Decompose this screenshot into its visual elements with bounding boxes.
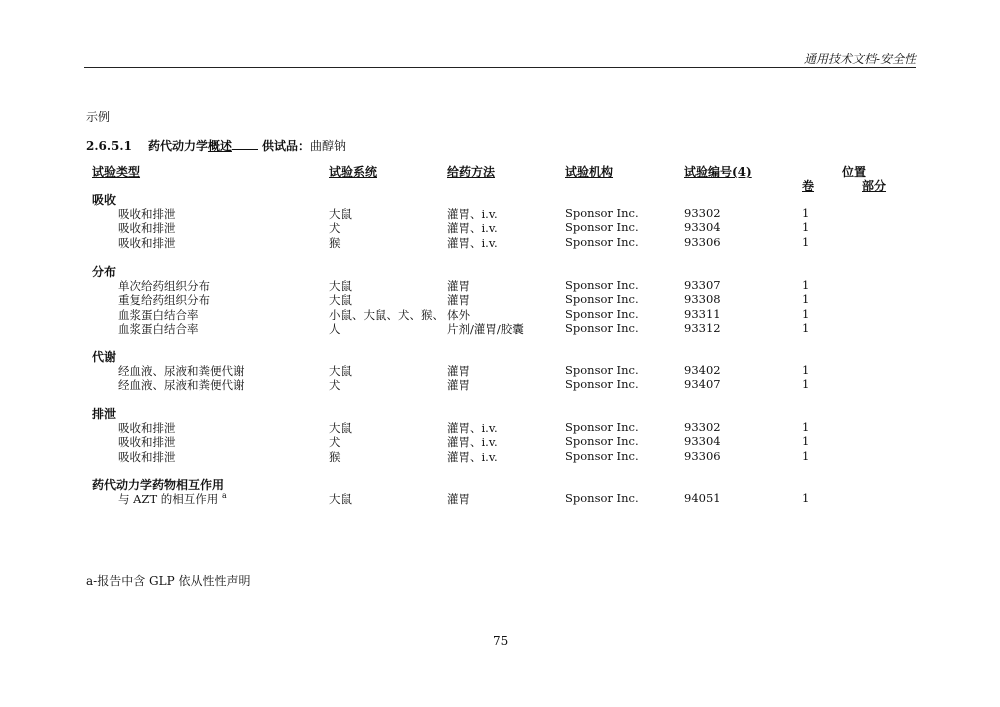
cell-route: 灌胃 [447,364,470,378]
cell-type: 吸收和排泄 [118,449,176,464]
cell-volume: 1 [802,363,810,377]
table-row [0,321,1000,335]
example-label: 示例 [86,110,111,124]
cell-system: 大鼠 [329,207,352,221]
cell-type: 吸收和排泄 [118,221,176,236]
cell-type: 经血液、尿液和粪便代谢 [118,378,245,393]
cell-id: 93302 [684,420,721,434]
cell-system: 大鼠 [329,421,352,435]
cell-volume: 1 [802,420,810,434]
cell-id: 93312 [684,320,721,335]
table-row [0,235,1000,249]
cell-volume: 1 [802,220,810,235]
cell-system: 大鼠 [329,279,352,293]
cell-volume: 1 [802,306,810,321]
cell-org: Sponsor Inc. [565,420,639,434]
test-article-label: 供试品： [261,139,310,153]
cell-system: 大鼠 [329,364,352,378]
cell-type: 重复给药组织分布 [118,293,210,308]
column-header-type: 试验类型 [92,165,141,179]
table-row [0,377,1000,391]
category-title: 药代动力学药物相互作用 [92,478,225,492]
column-header-part: 部分 [862,179,887,193]
table-row [0,307,1000,321]
cell-org: Sponsor Inc. [565,292,639,307]
section-title-underlined: 概述 [207,139,232,153]
cell-type: 吸收和排泄 [118,421,176,435]
cell-type: 单次给药组织分布 [118,279,210,293]
cell-system: 大鼠 [329,492,352,506]
footnote: a-报告中含 GLP 依从性性声明 [86,574,251,588]
cell-route: 灌胃 [447,279,470,293]
category-title: 分布 [92,265,117,279]
cell-type: 吸收和排泄 [118,235,176,250]
cell-route: 灌胃、i.v. [447,235,498,250]
column-header-id: 试验编号(4) [684,165,752,179]
cell-route: 灌胃、i.v. [447,221,498,236]
cell-volume: 1 [802,434,810,449]
cell-id: 93402 [684,363,721,377]
section-number: 2.6.5.1 [86,139,132,153]
cell-id: 93302 [684,206,721,220]
section-title-main: 药代动力学 [147,139,208,153]
cell-route: 片剂/灌胃/胶囊 [447,321,524,336]
cell-route: 体外 [447,307,470,322]
document-header-title: 通用技术文档-安全性 [803,52,916,66]
cell-volume: 1 [802,448,810,463]
cell-id: 93307 [684,278,721,292]
cell-org: Sponsor Inc. [565,320,639,335]
table-row [0,363,1000,377]
cell-id: 93311 [684,306,721,321]
cell-org: Sponsor Inc. [565,220,639,235]
cell-type: 经血液、尿液和粪便代谢 [118,364,245,378]
cell-volume: 1 [802,377,810,392]
table-row [0,449,1000,463]
cell-route: 灌胃、i.v. [447,449,498,464]
cell-route: 灌胃 [447,378,470,393]
cell-org: Sponsor Inc. [565,448,639,463]
page-number: 75 [493,634,509,648]
table-row [0,278,1000,292]
cell-volume: 1 [802,491,810,505]
cell-volume: 1 [802,320,810,335]
cell-id: 93306 [684,234,721,249]
cell-type: 血浆蛋白结合率 [118,321,199,336]
cell-id: 93304 [684,220,721,235]
column-header-org: 试验机构 [565,165,614,179]
category-title: 排泄 [92,407,117,421]
category-title: 吸收 [92,193,117,207]
column-header-system: 试验系统 [329,165,378,179]
cell-id: 93304 [684,434,721,449]
column-header-location: 位置 [842,165,867,179]
cell-route: 灌胃 [447,293,470,308]
cell-id: 93407 [684,377,721,392]
cell-system: 犬 [329,221,341,236]
cell-route: 灌胃、i.v. [447,435,498,450]
cell-type: 血浆蛋白结合率 [118,307,199,322]
cell-route: 灌胃 [447,492,470,506]
cell-type: 吸收和排泄 [118,435,176,450]
cell-system: 人 [329,321,341,336]
cell-org: Sponsor Inc. [565,434,639,449]
test-article-name: 曲醇钠 [309,139,346,153]
cell-route: 灌胃、i.v. [447,421,498,435]
table-row [0,434,1000,448]
cell-system: 犬 [329,435,341,450]
table-row [0,491,1000,505]
cell-system: 小鼠、大鼠、犬、猴、 [329,307,444,322]
column-header-volume: 卷 [802,179,815,193]
cell-org: Sponsor Inc. [565,206,639,220]
cell-id: 93306 [684,448,721,463]
cell-org: Sponsor Inc. [565,278,639,292]
table-row [0,220,1000,234]
cell-org: Sponsor Inc. [565,377,639,392]
underline-gap [232,139,258,150]
cell-org: Sponsor Inc. [565,363,639,377]
cell-type: 与 AZT 的相互作用 [118,492,219,506]
category-title: 代谢 [92,350,117,364]
table-row [0,420,1000,434]
section-heading [86,137,346,154]
cell-type: 吸收和排泄 [118,207,176,221]
header-divider [84,67,916,68]
cell-system: 猴 [329,449,341,464]
cell-volume: 1 [802,234,810,249]
cell-volume: 1 [802,292,810,307]
footnote-marker: a [221,491,227,501]
cell-org: Sponsor Inc. [565,491,639,505]
cell-volume: 1 [802,206,810,220]
cell-id: 93308 [684,292,721,307]
column-header-route: 给药方法 [447,165,496,179]
cell-route: 灌胃、i.v. [447,207,498,221]
cell-system: 大鼠 [329,293,352,308]
cell-type-wrapper [118,491,227,507]
cell-org: Sponsor Inc. [565,234,639,249]
cell-id: 94051 [684,491,721,505]
cell-org: Sponsor Inc. [565,306,639,321]
cell-system: 犬 [329,378,341,393]
table-row [0,206,1000,220]
cell-system: 猴 [329,235,341,250]
table-row [0,292,1000,306]
cell-volume: 1 [802,278,810,292]
